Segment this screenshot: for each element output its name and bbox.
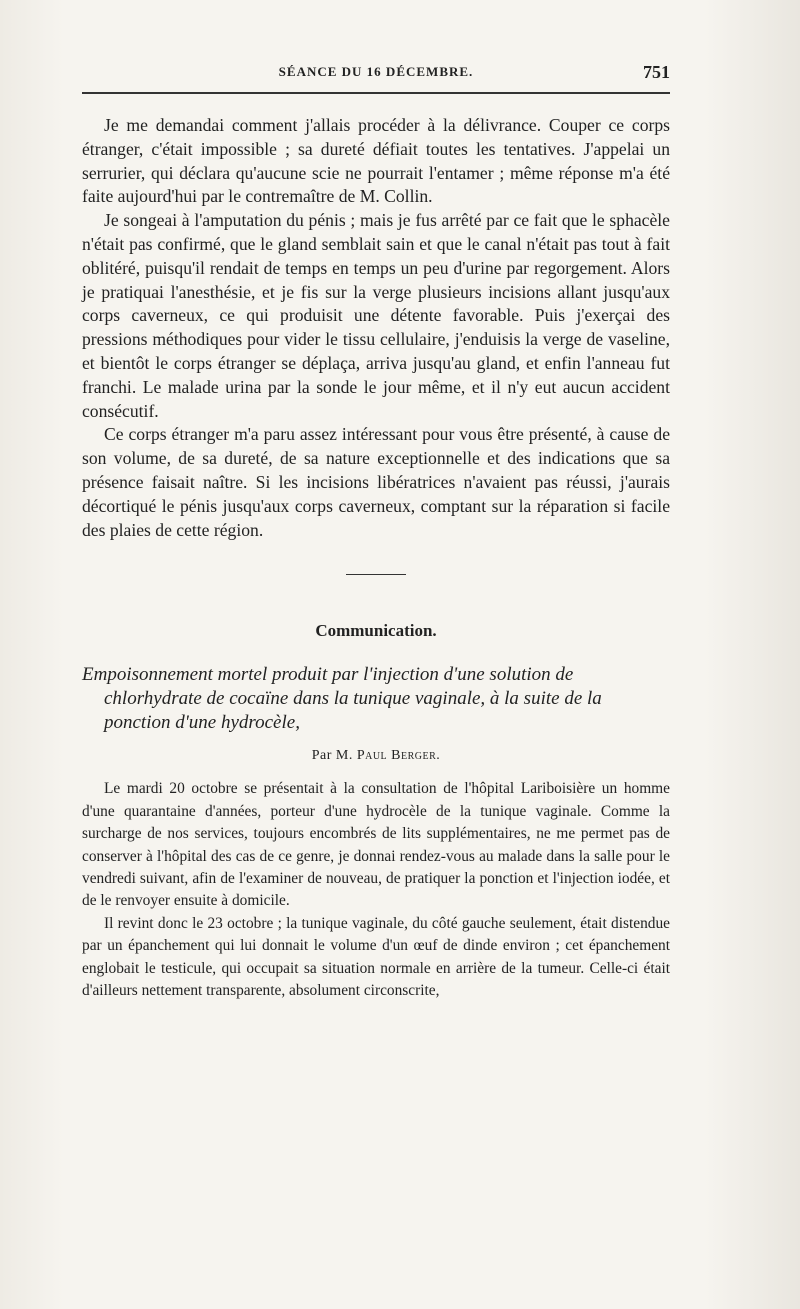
paragraph-1: Je me demandai comment j'allais procéder à la délivrance. Couper ce corps étranger, c'était impossible ; sa dureté défiait toutes les tentatives. J'appelai un serrurier, qui déclara qu'aucune scie ne pourrait l'entamer ; même réponse m'a été faite aujourd'hui par le contremaître de M. Collin.	[82, 115, 670, 207]
page-body	[82, 114, 670, 1002]
section-title: Communication.	[315, 621, 437, 641]
paragraph-5: Il revint donc le 23 octobre ; la tunique vaginale, du côté gauche seulement, était distendue par un épanchement qui lui donnait le volume d'un œuf de dinde environ ; cet épanchement englobait le testicule, qui occupait sa situation normale en arrière de la tumeur. Celle-ci était d'ailleurs nettement transparente, absolument circonscrite,	[82, 914, 670, 999]
section-divider	[346, 574, 406, 575]
running-head: SÉANCE DU 16 DÉCEMBRE.	[278, 64, 474, 79]
paragraph-2: Je songeai à l'amputation du pénis ; mais je fus arrêté par ce fait que le sphacèle n'était pas confirmé, que le gland semblait sain et que le canal n'était pas tout à fait oblitéré, puisqu'il rendait de temps en temps un peu d'urine par regorgement. Alors je pratiquai l'anesthésie, et je fis sur la verge plusieurs incisions allant jusqu'aux corps caverneux, ce qui produisit une détente favorable. Puis j'exerçai des pressions méthodiques pour vider le tissu cellulaire, j'enduisis la verge de vaseline, et bientôt le corps étranger se déplaça, arriva jusqu'au gland, et enfin l'anneau fut franchi. Le malade urina par la sonde le jour même, et il n'y eut aucun accident consécutif.	[82, 210, 670, 421]
author-line	[82, 748, 670, 764]
author-prefix: Par M.	[311, 748, 353, 764]
page-header	[82, 62, 670, 94]
paragraph-3: Ce corps étranger m'a paru assez intéressant pour vous être présenté, à cause de son volume, de sa dureté, de sa nature exceptionnelle et des indications que sa présence faisait naître. Si les incisions libératrices n'avaient pas réussi, j'aurais décortiqué le pénis jusqu'aux corps caverneux, comptant sur la réparation si facile des plaies de cette région.	[82, 424, 670, 540]
paragraph-4: Le mardi 20 octobre se présentait à la consultation de l'hôpital Lariboisière un homme d'une quarantaine d'années, porteur d'une hydrocèle de la tunique vaginale. Comme la surcharge de nos services, toujours encombrés de lits supplémentaires, ne me permet pas de conserver à l'hôpital des cas de ce genre, je donnai rendez-vous au malade dans la salle pour le vendredi suivant, afin de l'examiner de nouveau, de pratiquer la ponction et l'injection iodée, et de le renvoyer ensuite à domicile.	[82, 780, 670, 910]
author-name: Paul Berger.	[356, 748, 441, 764]
page-number: 751	[643, 62, 670, 82]
article-title: Empoisonnement mortel produit par l'injection d'une solution de chlorhydrate de cocaïne dans la tunique vaginale, à la suite de la ponction d'une hydrocèle,	[82, 664, 602, 734]
